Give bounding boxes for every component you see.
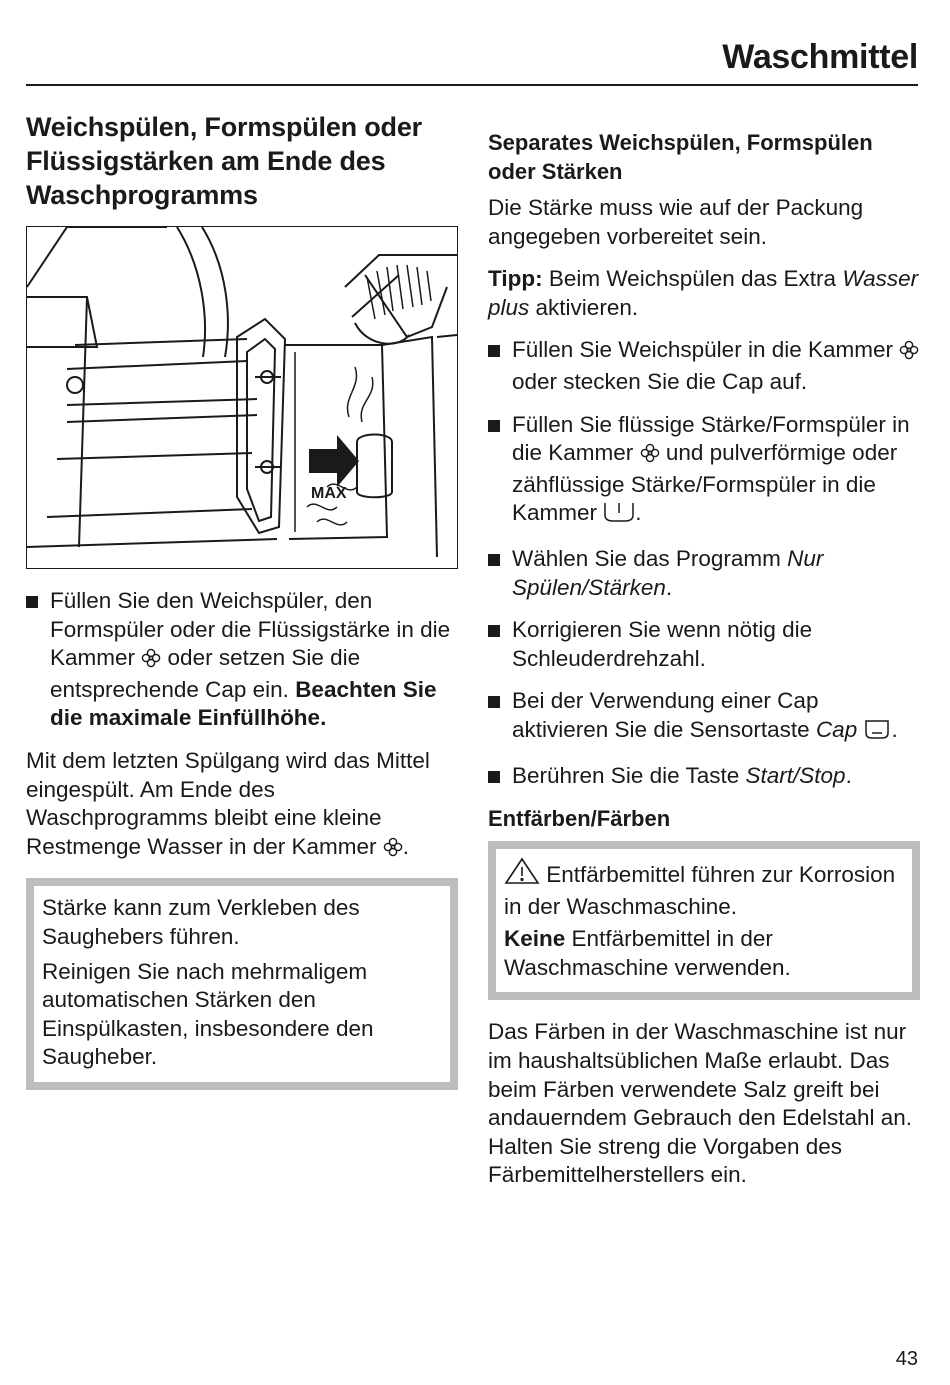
warning-triangle-icon bbox=[504, 857, 540, 893]
list-item bbox=[26, 587, 458, 733]
list-item: Wählen Sie das Programm Nur Spülen/Stärken. bbox=[488, 545, 920, 602]
page-number: 43 bbox=[895, 1348, 918, 1370]
warning-text: Keine Entfärbemittel in der Waschmaschine verwenden. bbox=[504, 926, 791, 980]
flower-icon bbox=[899, 339, 919, 368]
warning-text: Entfärbemittel führen zur Korrosion in der Waschmaschine. bbox=[504, 857, 902, 921]
tip-paragraph: Tipp: Beim Weichspülen das Extra Wasser plus aktivieren. bbox=[488, 266, 919, 320]
flower-icon bbox=[141, 647, 161, 676]
body-paragraph: Mit dem letzten Spülgang wird das Mittel eingespült. Am Ende des Waschprogramms bleibt eine kleine Restmenge Wasser in der Kammer . bbox=[26, 747, 458, 864]
list-item: Füllen Sie Weichspüler in die Kammer oder stecken Sie die Cap auf. bbox=[488, 336, 920, 396]
bullet-square-icon bbox=[488, 771, 500, 783]
list-item: Berühren Sie die Taste Start/Stop. bbox=[488, 762, 920, 791]
body-paragraph: Das Färben in der Waschmaschine ist nur im haushaltsüblichen Maße erlaubt. Das beim Färben verwendete Salz greift bei andauerndem Gebrauch den Edelstahl an. Halten Sie streng die Vorgaben des Färbemittelherstellers ein. bbox=[488, 1019, 913, 1188]
warning-box bbox=[488, 841, 920, 1000]
cap-icon bbox=[863, 718, 891, 748]
subsection-title: Separates Weichspülen, Formspülen oder Stärken bbox=[488, 130, 873, 184]
note-text: Reinigen Sie nach mehrmaligem automatischen Stärken den Einspülkasten, insbesondere den Saugheber. bbox=[42, 958, 374, 1070]
max-label: MAX bbox=[311, 485, 347, 502]
bullet-square-icon bbox=[488, 696, 500, 708]
dispenser-illustration bbox=[26, 226, 458, 569]
bullet-text: oder setzen Sie die entsprechende Cap ein. bbox=[50, 645, 361, 702]
list-item: Korrigieren Sie wenn nötig die Schleuderdrehzahl. bbox=[488, 616, 920, 673]
page-header-title: Waschmittel bbox=[722, 38, 918, 76]
tip-label: Tipp: bbox=[488, 266, 543, 292]
left-column bbox=[26, 110, 458, 1090]
powder-chamber-icon bbox=[603, 501, 635, 531]
header-rule bbox=[26, 84, 918, 86]
note-text: Stärke kann zum Verkleben des Saughebers führen. bbox=[42, 895, 360, 949]
max-arrow-icon bbox=[309, 435, 359, 487]
bullet-square-icon bbox=[26, 596, 38, 608]
subsection-title: Entfärben/Färben bbox=[488, 806, 671, 832]
bullet-square-icon bbox=[488, 420, 500, 432]
bullet-square-icon bbox=[488, 345, 500, 357]
bullet-bold-text: Beachten Sie die maximale Einfüllhöhe. bbox=[50, 676, 437, 731]
flower-icon bbox=[640, 442, 660, 471]
note-box bbox=[26, 878, 458, 1090]
bullet-text: Füllen Sie den Weichspüler, den Formspüler oder die Flüssigstärke in die Kammer bbox=[50, 588, 451, 671]
bullet-square-icon bbox=[488, 554, 500, 566]
body-paragraph: Die Stärke muss wie auf der Packung angegeben vorbereitet sein. bbox=[488, 195, 864, 249]
list-item: Bei der Verwendung einer Cap aktivieren Sie die Sensortaste Cap . bbox=[488, 687, 920, 747]
section-title: Weichspülen, Formspülen oder Flüssigstärken am Ende des Waschprogramms bbox=[26, 112, 422, 210]
flower-icon bbox=[383, 836, 403, 865]
right-column bbox=[488, 128, 920, 1204]
bullet-square-icon bbox=[488, 625, 500, 637]
list-item: Füllen Sie flüssige Stärke/Formspüler in die Kammer und pulverförmige oder zähflüssige Stärke/Formspüler in die Kammer . bbox=[488, 411, 920, 531]
